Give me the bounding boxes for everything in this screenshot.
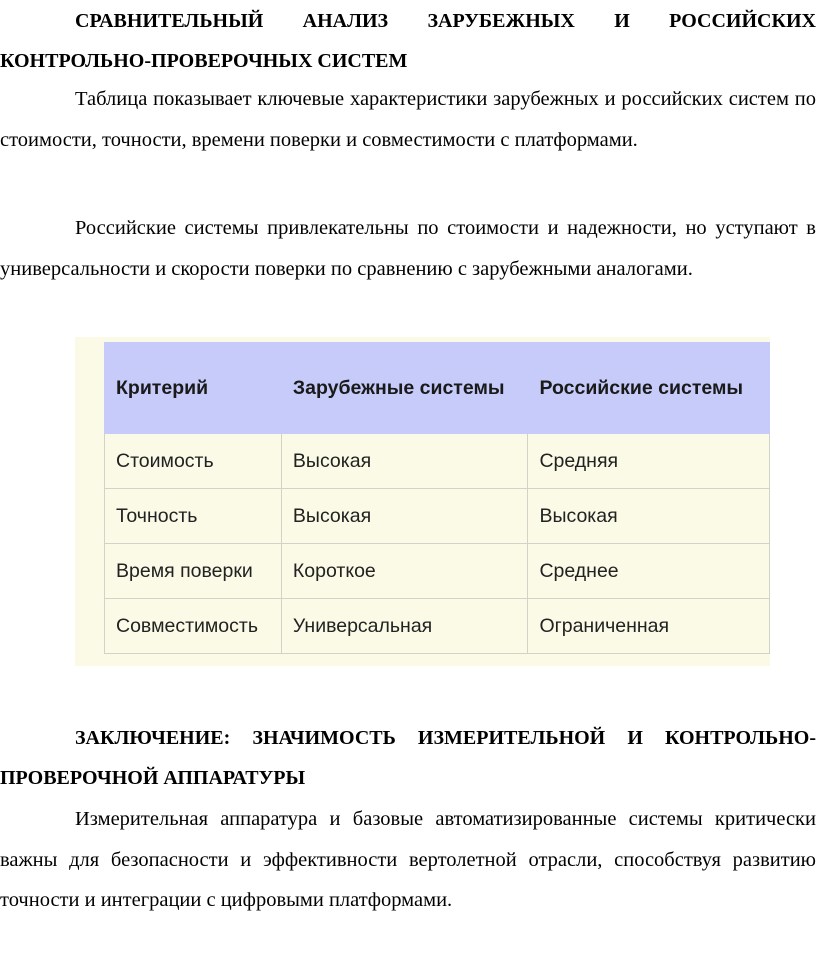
comparison-table-container bbox=[75, 337, 770, 666]
cell-criterion: Совместимость bbox=[105, 599, 282, 654]
cell-russian: Средняя bbox=[528, 434, 770, 489]
table-row bbox=[105, 544, 770, 599]
table-row bbox=[105, 599, 770, 654]
cell-russian: Высокая bbox=[528, 489, 770, 544]
header-foreign-systems: Зарубежные системы bbox=[281, 343, 528, 434]
cell-criterion: Время поверки bbox=[105, 544, 282, 599]
cell-criterion: Стоимость bbox=[105, 434, 282, 489]
header-russian-systems: Российские системы bbox=[528, 343, 770, 434]
table-header-row bbox=[105, 343, 770, 434]
cell-foreign: Высокая bbox=[281, 489, 528, 544]
table-row bbox=[105, 489, 770, 544]
paragraph-table-intro: Таблица показывает ключевые характеристики зарубежных и российских систем по стоимости, точности, времени поверки и совместимости с платформами. bbox=[0, 88, 816, 151]
cell-russian: Ограниченная bbox=[528, 599, 770, 654]
paragraph-russian-systems: Российские системы привлекательны по стоимости и надежности, но уступают в универсальности и скорости поверки по сравнению с зарубежными аналогами. bbox=[0, 217, 816, 280]
section-heading-comparison: СРАВНИТЕЛЬНЫЙ АНАЛИЗ ЗАРУБЕЖНЫХ И РОССИЙСКИХ КОНТРОЛЬНО-ПРОВЕРОЧНЫХ СИСТЕМ bbox=[0, 10, 816, 72]
comparison-table bbox=[104, 342, 770, 654]
section-heading-conclusion: ЗАКЛЮЧЕНИЕ: ЗНАЧИМОСТЬ ИЗМЕРИТЕЛЬНОЙ И КОНТРОЛЬНО-ПРОВЕРОЧНОЙ АППАРАТУРЫ bbox=[0, 727, 816, 789]
paragraph-conclusion: Измерительная аппаратура и базовые автоматизированные системы критически важны для безопасности и эффективности вертолетной отрасли, способствуя развитию точности и интеграции с цифровыми платформами. bbox=[0, 808, 816, 911]
header-criterion: Критерий bbox=[105, 343, 282, 434]
table-row bbox=[105, 434, 770, 489]
cell-criterion: Точность bbox=[105, 489, 282, 544]
cell-foreign: Универсальная bbox=[281, 599, 528, 654]
cell-russian: Среднее bbox=[528, 544, 770, 599]
cell-foreign: Высокая bbox=[281, 434, 528, 489]
cell-foreign: Короткое bbox=[281, 544, 528, 599]
